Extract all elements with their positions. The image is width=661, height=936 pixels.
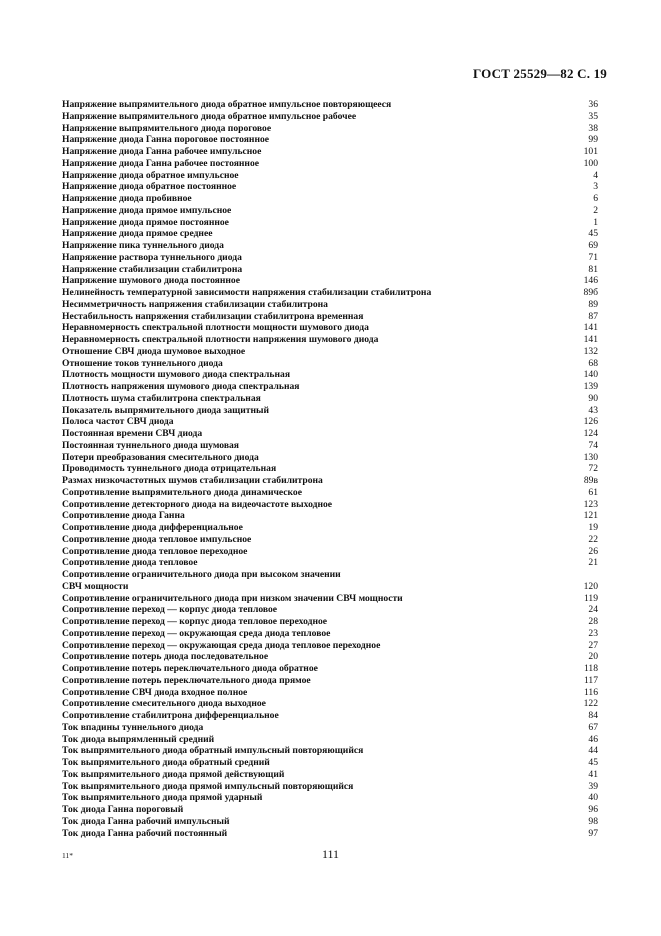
index-term: Сопротивление детекторного диода на видеочастоте выходное [62,498,333,510]
index-entry [62,534,598,546]
index-page-ref: 130 [583,451,598,463]
index-page-ref: 117 [583,674,598,686]
index-entry [62,769,598,781]
index-page-ref: 84 [588,710,598,721]
index-term: Ток выпрямительного диода обратный средний [62,757,270,768]
index-entry [62,546,598,558]
index-term: Нестабильность напряжения стабилизации стабилитрона временная [62,310,364,322]
index-term: Напряжение диода прямое импульсное [62,204,232,216]
index-page-ref: 96 [588,804,598,815]
index-page-ref: 61 [588,486,598,498]
index-page-ref: 36 [588,99,598,110]
index-term: Проводимость туннельного диода отрицательная [62,463,277,475]
index-term: Несимметричность напряжения стабилизации стабилитрона [62,298,328,310]
index-term: Сопротивление переход — окружающая среда диода тепловое переходное [62,639,381,651]
index-entry [62,745,598,757]
index-term: Сопротивление потерь диода последовательное [62,651,269,663]
index-term: Ток диода Ганна рабочий импульсный [62,815,230,827]
index-page-ref: 81 [588,263,598,275]
index-term: Показатель выпрямительного диода защитный [62,404,270,416]
index-entry [62,146,598,158]
index-term: Сопротивление ограничительного диода при высоком значении [62,569,341,580]
index-term: Сопротивление ограничительного диода при низком значении СВЧ мощности [62,592,403,604]
index-page-ref: 97 [588,827,598,839]
index-page-ref: 90 [588,392,598,404]
index-entry [62,217,598,229]
index-entry [62,264,598,276]
index-term: Нелинейность температурной зависимости напряжения стабилизации стабилитрона [62,287,432,298]
index-page-ref: 99 [588,134,598,146]
index-term: Ток впадины туннельного диода [62,721,204,733]
index-page-ref: 38 [588,122,598,134]
index-entry [62,816,598,828]
index-entry [62,252,598,264]
index-entry [62,734,598,746]
index-term: Напряжение диода обратное постоянное [62,181,237,193]
index-page-ref: 40 [588,792,598,804]
index-page-ref: 67 [588,721,598,733]
index-page-ref: 28 [588,616,598,627]
index-entry [62,522,598,534]
index-page-ref: 141 [583,322,598,334]
index-entry [62,405,598,417]
index-page-ref: 100 [583,157,598,169]
index-entry [62,393,598,405]
index-page-ref: 6 [593,193,598,204]
index-term: Отношение токов туннельного диода [62,357,223,369]
index-entry [62,181,598,193]
index-term: Сопротивление стабилитрона дифференциальное [62,710,279,721]
index-term: Ток выпрямительного диода обратный импульсный повторяющийся [62,745,364,757]
index-page-ref: 89б [583,287,598,298]
index-entry [62,710,598,722]
index-page-ref: 132 [583,345,598,357]
index-page-ref: 141 [583,334,598,345]
index-entry [62,499,598,511]
index-page-ref: 19 [588,522,598,533]
index-term: Ток выпрямительного диода прямой ударный [62,792,263,804]
index-term: Напряжение диода Ганна рабочее постоянное [62,157,260,169]
index-page-ref: 116 [583,686,598,698]
index-page-ref: 46 [588,733,598,745]
index-entry [62,828,598,840]
index-term: Полоса частот СВЧ диода [62,416,174,428]
index-entry [62,170,598,182]
index-term: Сопротивление диода тепловое переходное [62,545,248,557]
index-term: Сопротивление смесительного диода выходное [62,698,266,710]
index-term: Плотность шума стабилитрона спектральная [62,392,261,404]
index-page-ref: 44 [588,745,598,757]
index-page-ref: 72 [588,463,598,475]
index-entry [62,111,598,123]
index-page-ref: 101 [583,146,598,157]
index-entry [62,275,598,287]
index-entry [62,604,598,616]
index-entry [62,569,598,581]
index-entry [62,440,598,452]
index-entry [62,205,598,217]
index-entry [62,593,598,605]
index-entry [62,358,598,370]
index-page-ref: 89 [588,298,598,310]
index-page-ref: 139 [583,381,598,392]
index-entry [62,311,598,323]
index-term: Напряжение стабилизации стабилитрона [62,263,243,275]
index-page-ref: 27 [588,639,598,651]
index-page-ref: 74 [588,439,598,451]
index-page-ref: 71 [588,251,598,263]
index-term: Напряжение диода прямое постоянное [62,216,229,228]
index-page-ref: 22 [588,533,598,545]
index-page-ref: 146 [583,275,598,287]
index-term: Отношение СВЧ диода шумовое выходное [62,345,246,357]
index-term: Напряжение шумового диода постоянное [62,275,240,287]
index-entry [62,99,598,111]
index-entry [62,228,598,240]
index-page-ref: 140 [583,369,598,381]
index-page-ref: 124 [583,428,598,439]
index-entry [62,134,598,146]
index-entry [62,675,598,687]
index-term: Напряжение диода прямое среднее [62,228,213,240]
index-entry [62,452,598,464]
index-page-ref: 21 [588,557,598,569]
index-entry [62,804,598,816]
index-page-ref: 98 [588,815,598,827]
index-entry [62,781,598,793]
index-page-ref: 20 [588,651,598,663]
index-page-ref: 4 [593,169,598,181]
index-term: Размах низкочастотных шумов стабилизации стабилитрона [62,475,323,486]
index-page-ref: 87 [588,310,598,322]
index-term: Неравномерность спектральной плотности мощности шумового диода [62,322,369,334]
index-term: Сопротивление диода тепловое импульсное [62,533,252,545]
index-entry [62,193,598,205]
index-entry [62,722,598,734]
index-term: Постоянная туннельного диода шумовая [62,439,239,451]
index-entry [62,698,598,710]
index-entry [62,299,598,311]
index-entry [62,792,598,804]
index-term: Напряжение пика туннельного диода [62,240,224,251]
index-term: Ток диода выпрямленный средний [62,733,215,745]
index-page-ref: 45 [588,757,598,768]
index-page-ref: 35 [588,110,598,122]
index-page-ref: 121 [583,510,598,522]
index-page-ref: 43 [588,404,598,416]
index-page-ref: 45 [588,228,598,240]
index-page-ref: 1 [593,216,598,228]
index-term: Напряжение выпрямительного диода обратное импульсное повторяющееся [62,99,392,110]
index-term: СВЧ мощности [62,580,129,592]
index-page-ref: 23 [588,627,598,639]
index-term: Напряжение диода обратное импульсное [62,169,239,181]
index-page-ref: 26 [588,545,598,557]
index-term: Постоянная времени СВЧ диода [62,428,203,439]
index-page-ref: 119 [583,592,598,604]
index-entry [62,757,598,769]
index-entry [62,346,598,358]
index-term: Сопротивление переход — корпус диода тепловое переходное [62,616,328,627]
index-entry [62,687,598,699]
index-term: Напряжение выпрямительного диода обратное импульсное рабочее [62,110,357,122]
index-term: Сопротивление диода тепловое [62,557,198,569]
index-term: Плотность напряжения шумового диода спектральная [62,381,300,392]
index-term: Напряжение диода Ганна рабочее импульсное [62,146,262,157]
index-page-ref: 89в [583,475,598,486]
index-entry [62,581,598,593]
index-entry [62,158,598,170]
term-index-list [62,99,598,839]
index-term: Сопротивление выпрямительного диода динамическое [62,486,302,498]
index-term: Сопротивление потерь переключательного диода прямое [62,674,311,686]
index-page-ref: 126 [583,416,598,428]
index-entry [62,487,598,499]
index-entry [62,640,598,652]
index-term: Сопротивление СВЧ диода входное полное [62,686,248,698]
index-entry [62,416,598,428]
index-page-ref: 24 [588,604,598,616]
index-term: Плотность мощности шумового диода спектральная [62,369,291,381]
index-term: Сопротивление потерь переключательного диода обратное [62,663,318,674]
index-entry [62,510,598,522]
page-number: 111 [321,847,340,861]
index-term: Неравномерность спектральной плотности напряжения шумового диода [62,334,379,345]
index-page-ref: 3 [593,181,598,193]
index-term: Напряжение диода Ганна пороговое постоянное [62,134,270,146]
index-entry [62,651,598,663]
index-entry [62,240,598,252]
index-entry [62,322,598,334]
index-term: Напряжение диода пробивное [62,193,192,204]
index-term: Напряжение выпрямительного диода пороговое [62,122,272,134]
signature-mark: 11* [62,851,73,860]
index-term: Ток диода Ганна рабочий постоянный [62,827,228,839]
index-page-ref: 39 [588,780,598,792]
index-term: Потери преобразования смесительного диода [62,451,259,463]
index-page-ref: 120 [583,580,598,592]
index-term: Сопротивление диода Ганна [62,510,185,522]
index-page-ref: 122 [583,698,598,710]
index-term: Ток выпрямительного диода прямой действующий [62,768,285,780]
index-entry [62,463,598,475]
index-term: Напряжение раствора туннельного диода [62,251,242,263]
index-entry [62,663,598,675]
index-entry [62,628,598,640]
index-term: Сопротивление диода дифференциальное [62,522,243,533]
index-page-ref: 123 [583,498,598,510]
index-entry [62,381,598,393]
index-term: Ток диода Ганна пороговый [62,804,184,815]
index-entry [62,369,598,381]
index-entry [62,428,598,440]
index-entry [62,123,598,135]
index-entry [62,616,598,628]
index-page-ref: 118 [583,663,598,674]
index-page-ref: 68 [588,357,598,369]
index-term: Сопротивление переход — корпус диода тепловое [62,604,278,616]
index-entry [62,334,598,346]
index-term: Ток выпрямительного диода прямой импульсный повторяющийся [62,780,354,792]
index-term: Сопротивление переход — окружающая среда диода тепловое [62,627,331,639]
index-entry [62,475,598,487]
index-entry [62,287,598,299]
index-page-ref: 2 [593,204,598,216]
page-header: ГОСТ 25529—82 С. 19 [473,66,607,81]
index-page-ref: 69 [588,240,598,251]
index-page-ref: 41 [588,768,598,780]
index-entry [62,557,598,569]
